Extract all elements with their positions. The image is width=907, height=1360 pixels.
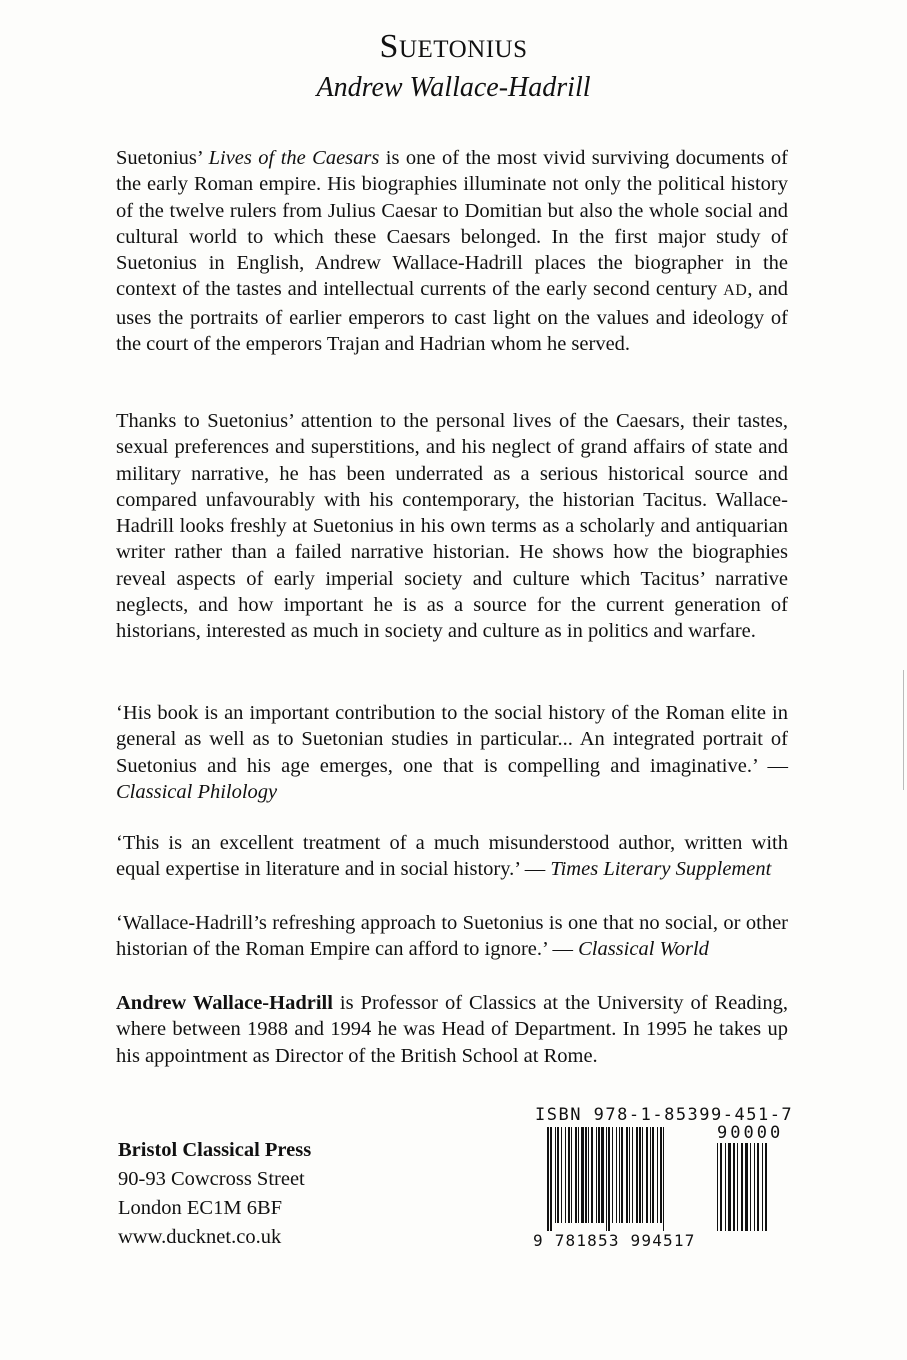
blurb-paragraph-2: Thanks to Suetonius’ attention to the personal lives of the Caesars, their tastes, sexual preferences and superstitions, and his neglect of grand affairs of state and military narrative, he has been underrated as a serious historical source and compared unfavourably with his contemporary, the historian Tacitus. Wallace-Hadrill looks freshly at Suetonius in his own terms as a scholarly and antiquarian writer rather than a failed narrative historian. He shows how the biographies reveal aspects of early imperial society and culture which Tacitus’ narrative neglects, and how important he is as a source for the current generation of historians, interested as much in society and culture as in politics and warfare. bbox=[116, 410, 788, 643]
review-text: ‘His book is an important contribution to the social history of the Roman elite in general as well as to Suetonian studies in particular... An integrated portrait of Suetonius and his age emerges, one that is compelling and imaginative.’ — bbox=[116, 702, 788, 777]
review-source: Times Literary Supplement bbox=[550, 858, 772, 881]
ean-right-digits: 994517 bbox=[630, 1231, 696, 1250]
isbn-barcode bbox=[533, 1105, 793, 1255]
blurb-paragraph-1 bbox=[116, 145, 788, 357]
barcode-bars-icon bbox=[533, 1127, 793, 1237]
blurb-text: , and uses the portraits of earlier emperors to cast light on the values and ideology of the court of the emperors Trajan and Hadrian whom he served. bbox=[116, 278, 788, 356]
book-author: Andrew Wallace-Hadrill bbox=[316, 72, 591, 103]
review-quote-2 bbox=[116, 830, 788, 883]
publisher-name: Bristol Classical Press bbox=[118, 1139, 312, 1161]
author-bio bbox=[116, 990, 788, 1069]
blurb-book-title: Lives of the Caesars bbox=[208, 147, 380, 169]
review-quote-3 bbox=[116, 910, 788, 963]
title-initial: S bbox=[379, 28, 399, 65]
blurb-text: Suetonius’ bbox=[116, 147, 209, 169]
page-edge-shadow bbox=[903, 670, 904, 790]
publisher-website: www.ducknet.co.uk bbox=[118, 1226, 282, 1248]
review-text: ‘This is an excellent treatment of a much misunderstood author, written with equal expertise in literature and in social history.’ — bbox=[116, 832, 788, 881]
book-title bbox=[0, 28, 907, 66]
title-rest: UETONIUS bbox=[398, 36, 528, 63]
publisher-street: 90-93 Cowcross Street bbox=[118, 1168, 305, 1190]
ean-left-digits: 781853 bbox=[554, 1231, 620, 1250]
author-bio-text: is Professor of Classics at the University of Reading, where between 1988 and 1994 he was Head of Department. In 1995 he takes up his appointment as Director of the British School at Rome. bbox=[116, 992, 788, 1067]
ean-first-digit: 9 bbox=[533, 1231, 544, 1250]
ean-digits bbox=[533, 1231, 696, 1250]
isbn-label: ISBN 978-1-85399-451-7 bbox=[535, 1105, 794, 1125]
blurb-text: is one of the most vivid surviving documents of the early Roman empire. His biographies illuminate not only the political history of the twelve rulers from Julius Caesar to Domitian but also the whole social and cultural world to which these Caesars belonged. In the first major study of Suetonius in English, Andrew Wallace-Hadrill places the biographer in the context of the tastes and intellectual currents of the early second century bbox=[116, 147, 788, 301]
review-source: Classical World bbox=[578, 938, 709, 961]
review-text: ‘Wallace-Hadrill’s refreshing approach to Suetonius is one that no social, or other historian of the Roman Empire can afford to ignore.’ — bbox=[116, 912, 788, 961]
price-addon-digits: 90000 bbox=[717, 1123, 784, 1143]
publisher-block bbox=[118, 1136, 311, 1252]
author-bio-name: Andrew Wallace-Hadrill bbox=[116, 992, 333, 1014]
review-quote-1 bbox=[116, 700, 788, 805]
era-abbrev: AD bbox=[723, 282, 748, 300]
review-source: Classical Philology bbox=[116, 780, 278, 803]
publisher-city: London EC1M 6BF bbox=[118, 1197, 283, 1219]
